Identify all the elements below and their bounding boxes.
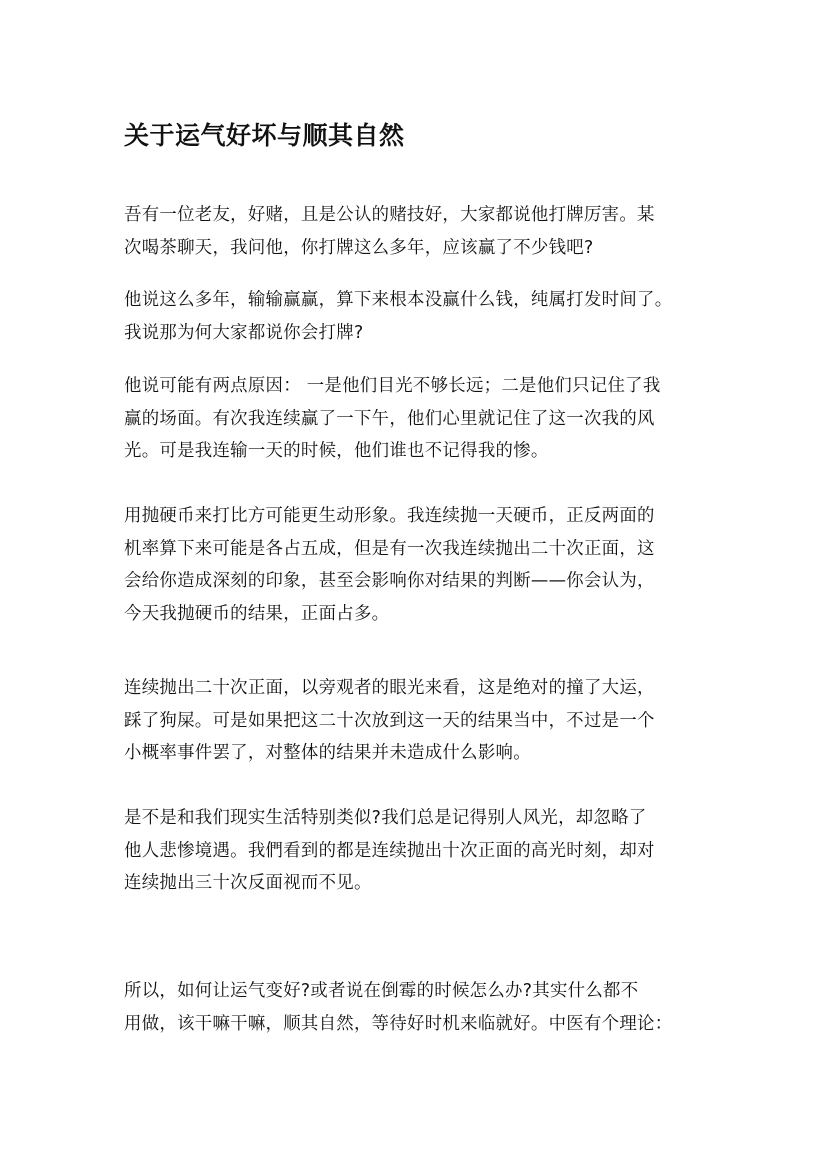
paragraph-line: 连续抛出三十次反面视而不见。 (124, 873, 372, 893)
paragraph-3 (124, 370, 709, 468)
paragraph-line: 赢的场面。有次我连续赢了一下午，他们心里就记住了这一次我的风 (124, 408, 655, 429)
paragraph-line: 他说这么多年，输输赢赢，算下来根本没赢什么钱，纯属打发时间了。 (124, 290, 673, 310)
paragraph-4 (124, 500, 709, 630)
paragraph-2 (124, 284, 709, 349)
paragraph-line: 他人悲惨境遇。我們看到的都是连续抛出十次正面的高光时刻，却对 (124, 840, 655, 861)
paragraph-line: 小概率事件罢了，对整体的结果并未造成什么影响。 (124, 743, 531, 763)
paragraph-7 (124, 975, 709, 1040)
paragraph-line: 所以，如何让运气变好?或者说在倒霉的时候怎么办?其实什么都不 (124, 981, 639, 1001)
article-title: 关于运气好坏与顺其自然 (124, 121, 405, 150)
paragraph-line: 会给你造成深刻的印象，甚至会影响你对结果的判断——你会认为， (124, 571, 655, 591)
paragraph-line: 我说那为何大家都说你会打牌? (124, 322, 364, 343)
paragraph-line: 机率算下来可能是各占五成，但是有一次我连续抛出二十次正面，这 (124, 538, 655, 559)
paragraph-line: 踩了狗屎。可是如果把这二十次放到这一天的结果当中，不过是一个 (124, 710, 655, 731)
paragraph-line: 连续抛出二十次正面，以旁观者的眼光来看，这是绝对的撞了大运， (124, 678, 655, 698)
paragraph-5 (124, 672, 709, 770)
paragraph-line: 他说可能有两点原因： 一是他们目光不够长远；二是他们只记住了我 (124, 376, 661, 396)
paragraph-6 (124, 802, 709, 900)
paragraph-line: 是不是和我们现实生活特别类似?我们总是记得别人风光，却忽略了 (124, 808, 647, 828)
paragraph-line: 次喝茶聊天，我问他，你打牌这么多年，应该赢了不少钱吧? (124, 237, 594, 258)
paragraph-line: 今天我抛硬币的结果，正面占多。 (124, 603, 390, 624)
paragraph-1 (124, 199, 709, 264)
paragraph-line: 吾有一位老友，好赌，且是公认的赌技好，大家都说他打牌厉害。某 (124, 205, 655, 225)
paragraph-line: 光。可是我连输一天的时候，他们谁也不记得我的惨。 (124, 441, 549, 461)
paragraph-line: 用抛硬币来打比方可能更生动形象。我连续抛一天硬币，正反两面的 (124, 506, 655, 526)
paragraph-line: 用做，该干嘛干嘛，顺其自然，等待好时机来临就好。中医有个理论： (124, 1013, 673, 1034)
